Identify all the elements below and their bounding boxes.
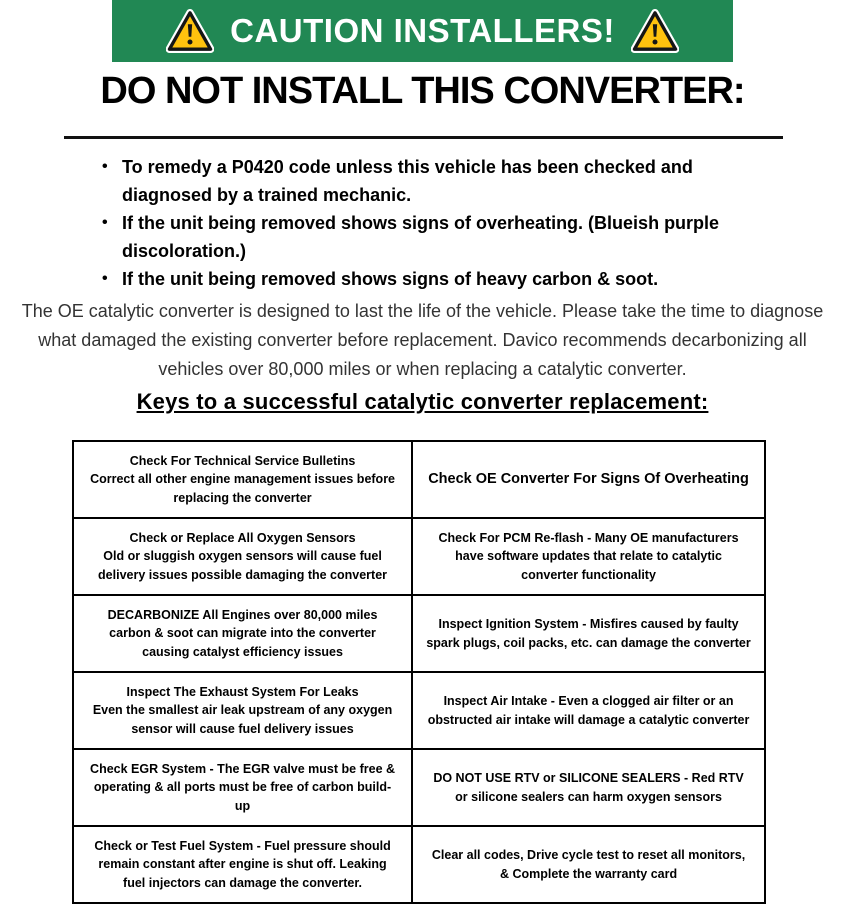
warning-list [100,153,732,293]
cell-desc: Old or sluggish oxygen sensors will cause fuel delivery issues possible damaging the converter [98,549,388,582]
cell-title: Inspect The Exhaust System For Leaks [126,685,359,700]
table-row [73,749,765,826]
cell-desc: Even the smallest air leak upstream of any oxygen sensor will cause fuel delivery issues [92,703,393,736]
cell-text: Check For PCM Re-flash - Many OE manufacturers have software updates that relate to catalytic converter functionality [438,531,739,582]
bullet-dot: • [102,158,108,175]
cell-text: Inspect Air Intake - Even a clogged air filter or an obstructed air intake will damage a catalytic converter [427,694,750,727]
table-cell-left [73,441,412,518]
bullet-text: To remedy a P0420 code unless this vehicle has been checked and diagnosed by a trained mechanic. [122,157,693,205]
cell-desc: Correct all other engine management issues before replacing the converter [90,472,396,505]
table-cell-left [73,826,412,903]
page-title: DO NOT INSTALL THIS CONVERTER: [100,70,745,112]
table-row [73,826,765,903]
table-cell-right [412,749,765,826]
cell-text: Inspect Ignition System - Misfires caused by faulty spark plugs, coil packs, etc. can damage the converter [426,617,751,650]
cell-text: DO NOT USE RTV or SILICONE SEALERS - Red RTV or silicone sealers can harm oxygen sensors [433,771,744,804]
keys-heading: Keys to a successful catalytic converter replacement: [136,389,709,414]
table-cell-right [412,826,765,903]
divider-line [64,136,783,139]
list-item [100,153,732,209]
table-row [73,518,765,595]
caution-banner [112,0,733,62]
bullet-text: If the unit being removed shows signs of heavy carbon & soot. [122,269,659,289]
table-row [73,672,765,749]
table-row [73,595,765,672]
bullet-dot: • [102,270,108,287]
table-row [73,441,765,518]
cell-text: DECARBONIZE All Engines over 80,000 miles carbon & soot can migrate into the converter causing catalyst efficiency issues [107,608,378,659]
table-cell-left [73,749,412,826]
warning-triangle-icon [166,9,214,53]
cell-title: Check For Technical Service Bulletins [129,454,356,469]
banner-title: CAUTION INSTALLERS! [230,12,615,49]
cell-title: Check or Replace All Oxygen Sensors [129,531,356,546]
list-item [100,209,732,265]
cell-text: Clear all codes, Drive cycle test to reset all monitors, & Complete the warranty card [431,848,746,881]
list-item [100,265,732,293]
bullet-text: If the unit being removed shows signs of overheating. (Blueish purple discoloration.) [122,213,720,261]
cell-text: Check EGR System - The EGR valve must be free & operating & all ports must be free of carbon build-up [90,762,396,813]
warning-triangle-icon [631,9,679,53]
table-cell-right [412,672,765,749]
table-cell-right [412,518,765,595]
bullet-dot: • [102,214,108,231]
table-cell-left [73,595,412,672]
cell-text: Check or Test Fuel System - Fuel pressure should remain constant after engine is shut off. Leaking fuel injectors can damage the converter. [94,839,391,890]
table-cell-right [412,595,765,672]
keys-table [72,440,766,904]
table-cell-left [73,518,412,595]
table-cell-right [412,441,765,518]
table-cell-left [73,672,412,749]
cell-title: Check OE Converter For Signs Of Overheating [428,470,749,487]
diagnosis-paragraph: The OE catalytic converter is designed to last the life of the vehicle. Please take the time to diagnose what damaged the existing converter before replacement. Davico recommends decarbonizing all vehicles over 80,000 miles or when replacing a catalytic converter. [21,301,824,379]
